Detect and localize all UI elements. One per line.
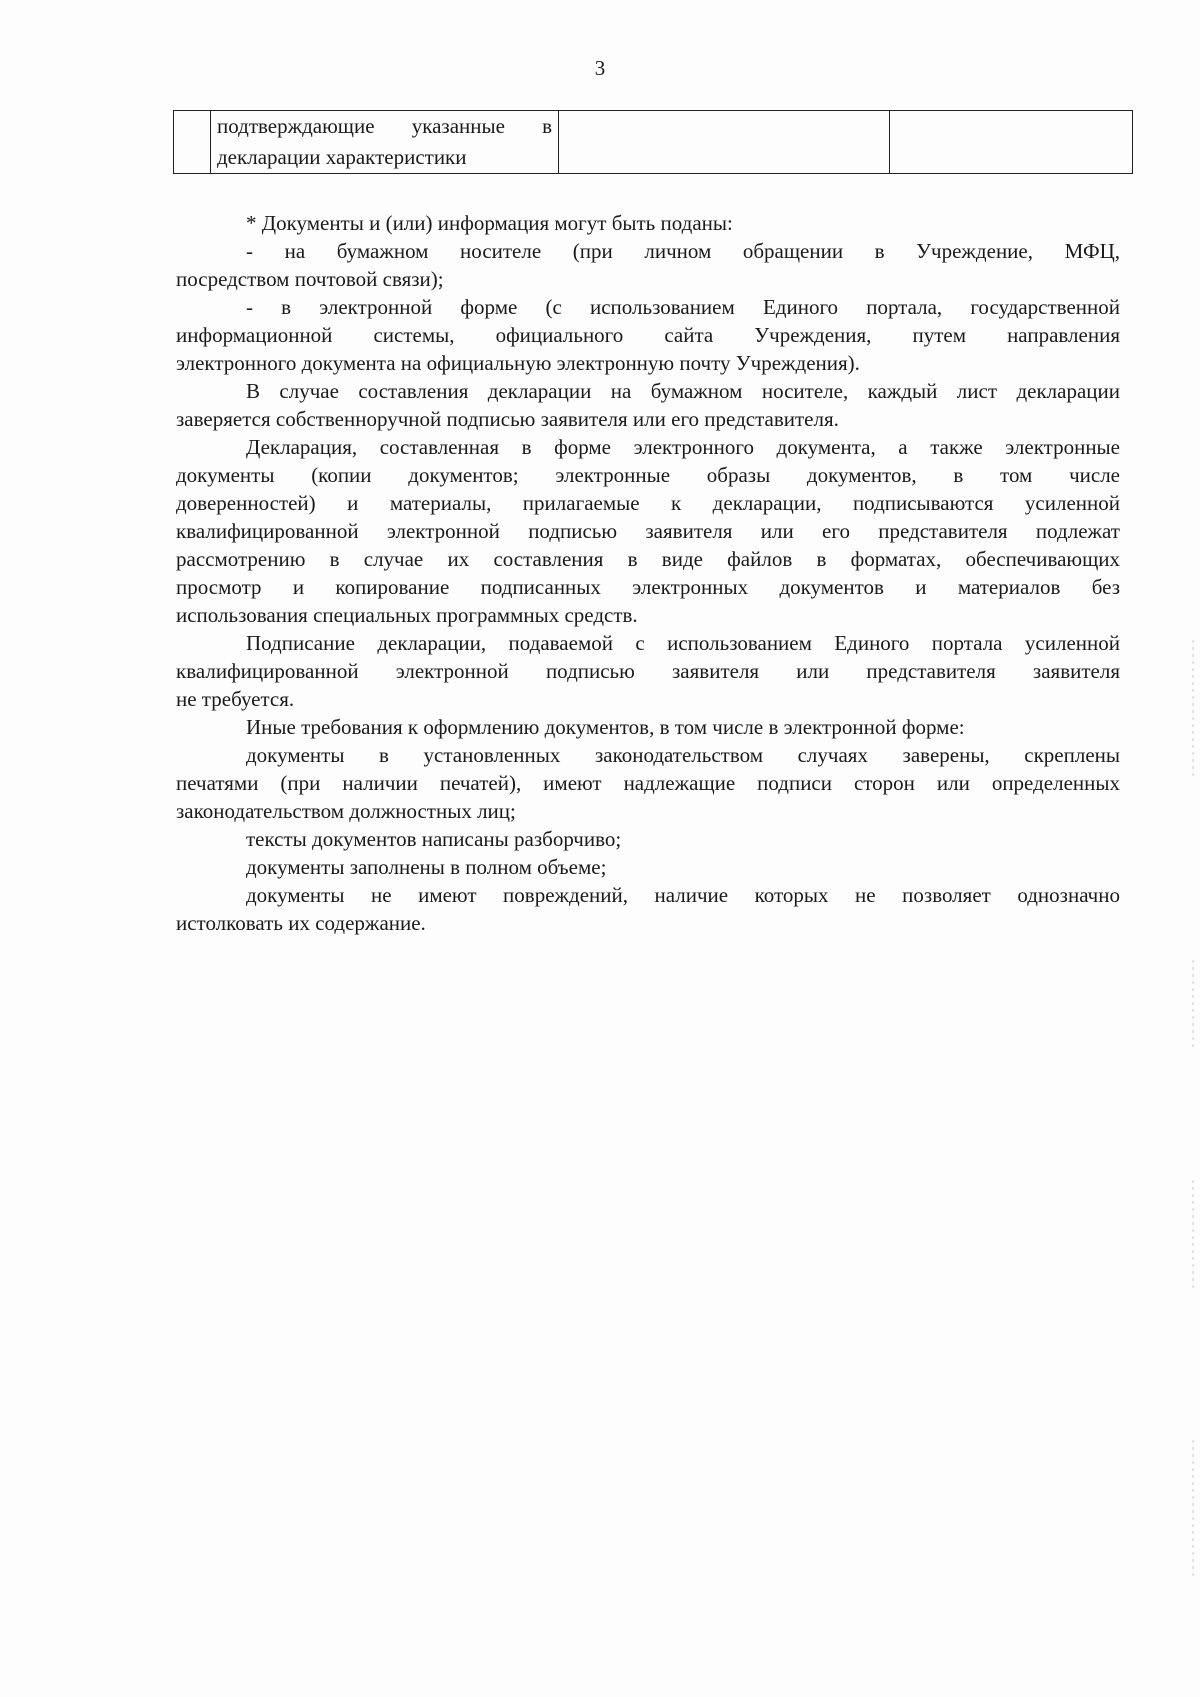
paragraph-line: документы (копии документов; электронные образы документов, в том числе	[176, 463, 1120, 487]
paragraph-line: посредством почтовой связи);	[176, 267, 444, 291]
paragraph-line: квалифицированной электронной подписью заявителя или его представителя подлежат	[176, 519, 1120, 543]
table-cell-empty	[559, 111, 890, 174]
paragraph-line: информационной системы, официального сайта Учреждения, путем направления	[176, 323, 1120, 347]
cell-text-line: подтверждающие указанные в	[217, 114, 552, 138]
scan-edge-mark	[1192, 1440, 1194, 1580]
paragraph-line: Декларация, составленная в форме электронного документа, а также электронные	[246, 435, 1120, 459]
cell-text-line: декларации характеристики	[217, 145, 467, 169]
paragraph-line: документы не имеют повреждений, наличие которых не позволяет однозначно	[246, 883, 1120, 907]
paragraph-line: документы в установленных законодательством случаях заверены, скреплены	[246, 743, 1120, 767]
table-cell-description	[211, 111, 559, 174]
paragraph-line: * Документы и (или) информация могут быть поданы:	[246, 211, 733, 235]
paragraph-line: - в электронной форме (с использованием Единого портала, государственной	[246, 295, 1120, 319]
paragraph-line: заверяется собственноручной подписью заявителя или его представителя.	[176, 407, 839, 431]
table-cell-empty	[890, 111, 1133, 174]
paragraph-line: тексты документов написаны разборчиво;	[246, 827, 622, 851]
paragraph-line: рассмотрению в случае их составления в виде файлов в форматах, обеспечивающих	[176, 547, 1120, 571]
scan-edge-mark	[1192, 640, 1194, 780]
paragraph-line: печатями (при наличии печатей), имеют надлежащие подписи сторон или определенных	[176, 771, 1120, 795]
page-number: 3	[594, 56, 606, 80]
paragraph-line: электронного документа на официальную электронную почту Учреждения).	[176, 351, 860, 375]
document-body	[176, 209, 1120, 937]
paragraph-line: В случае составления декларации на бумажном носителе, каждый лист декларации	[246, 379, 1120, 403]
paragraph-line: документы заполнены в полном объеме;	[246, 855, 607, 879]
table-row	[174, 111, 1133, 174]
paragraph-line: просмотр и копирование подписанных электронных документов и материалов без	[176, 575, 1120, 599]
paragraph-line: использования специальных программных средств.	[176, 603, 638, 627]
paragraph-line: не требуется.	[176, 687, 295, 711]
paragraph-line: истолковать их содержание.	[176, 911, 426, 935]
paragraph-line: Иные требования к оформлению документов, в том числе в электронной форме:	[246, 715, 965, 739]
paragraph-line: доверенностей) и материалы, прилагаемые к декларации, подписываются усиленной	[176, 491, 1120, 515]
scan-edge-mark	[1192, 960, 1194, 1050]
paragraph-line: - на бумажном носителе (при личном обращении в Учреждение, МФЦ,	[246, 239, 1120, 263]
scan-edge-mark	[1192, 1180, 1194, 1290]
paragraph-line: законодательством должностных лиц;	[176, 799, 516, 823]
paragraph-line: Подписание декларации, подаваемой с использованием Единого портала усиленной	[246, 631, 1120, 655]
continued-table	[173, 110, 1133, 174]
paragraph-line: квалифицированной электронной подписью заявителя или представителя заявителя	[176, 659, 1120, 683]
table-cell-number	[174, 111, 211, 174]
